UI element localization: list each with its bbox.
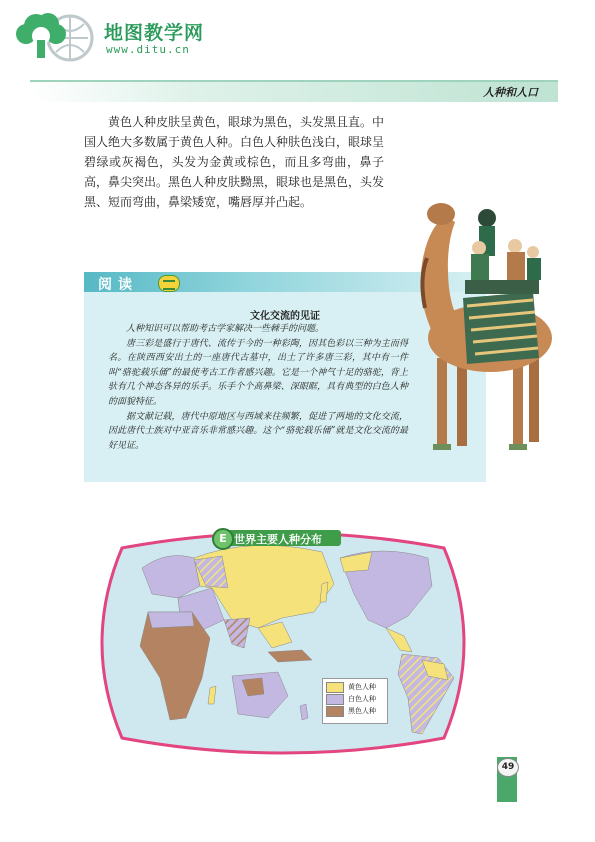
- reading-paragraph-3: 据文献记载，唐代中原地区与西域来往频繁，促进了两地的文化交流，因此唐代士族对中亚音乐非常感兴趣。这个“骆驼载乐俑”就是文化交流的最好见证。: [108, 411, 408, 451]
- legend-label-white: 白色人种: [348, 695, 376, 703]
- camel-figurine-image: [405, 188, 555, 463]
- legend-swatch-yellow: [326, 682, 344, 693]
- logo-url[interactable]: www.ditu.cn: [106, 43, 190, 56]
- book-icon: [158, 275, 180, 292]
- legend-label-black: 黑色人种: [348, 707, 376, 715]
- map-legend: [322, 678, 388, 724]
- page-number: 49: [497, 758, 519, 777]
- main-paragraph: 黄色人种皮肤呈黄色，眼球为黑色，头发黑且直。中国人绝大多数属于黄色人种。白色人种肤色浅白，眼球呈碧绿或灰褐色，头发为金黄或棕色，而且多弯曲，鼻子高，鼻尖突出。黑色人种皮肤黝黑，眼球也是黑色，头发黑、短而弯曲，鼻梁矮宽，嘴唇厚并凸起。: [84, 115, 385, 209]
- section-header-band: [30, 80, 558, 102]
- legend-row-white: [326, 693, 384, 705]
- tree-globe-logo-icon: [12, 6, 102, 64]
- reading-paragraph-1: 人种知识可以帮助考古学家解决一些棘手的问题。: [126, 324, 325, 334]
- legend-swatch-black: [326, 706, 344, 717]
- reading-paragraph-2: 唐三彩是盛行于唐代、流传于今的一种彩陶，因其色彩以三种为主而得名。在陕西西安出土的一座唐代古墓中，出土了许多唐三彩，其中有一件叫“骆驼载乐俑”的最使考古工作者感兴趣。它是一个神气十足的骆驼，背上驮有几个神态各异的乐手。乐手个个高鼻梁、深眼眶，具有典型的白色人种的面貌特征。: [108, 338, 408, 407]
- reading-label: 阅读: [98, 277, 138, 293]
- map-figure-badge: E: [212, 528, 234, 550]
- legend-row-black: [326, 705, 384, 717]
- legend-row-yellow: [326, 681, 384, 693]
- world-race-distribution-map: [82, 528, 484, 758]
- legend-swatch-white: [326, 694, 344, 705]
- section-title: 人种和人口: [483, 86, 538, 99]
- map-title: 世界主要人种分布: [234, 533, 322, 546]
- reading-text: [108, 322, 408, 453]
- world-map-graphic: [82, 528, 484, 758]
- site-logo[interactable]: [12, 6, 212, 64]
- legend-label-yellow: 黄色人种: [348, 683, 376, 691]
- main-paragraph-block: [84, 112, 384, 212]
- reading-title: 文化交流的见证: [250, 311, 320, 322]
- logo-title: 地图教学网: [104, 22, 205, 44]
